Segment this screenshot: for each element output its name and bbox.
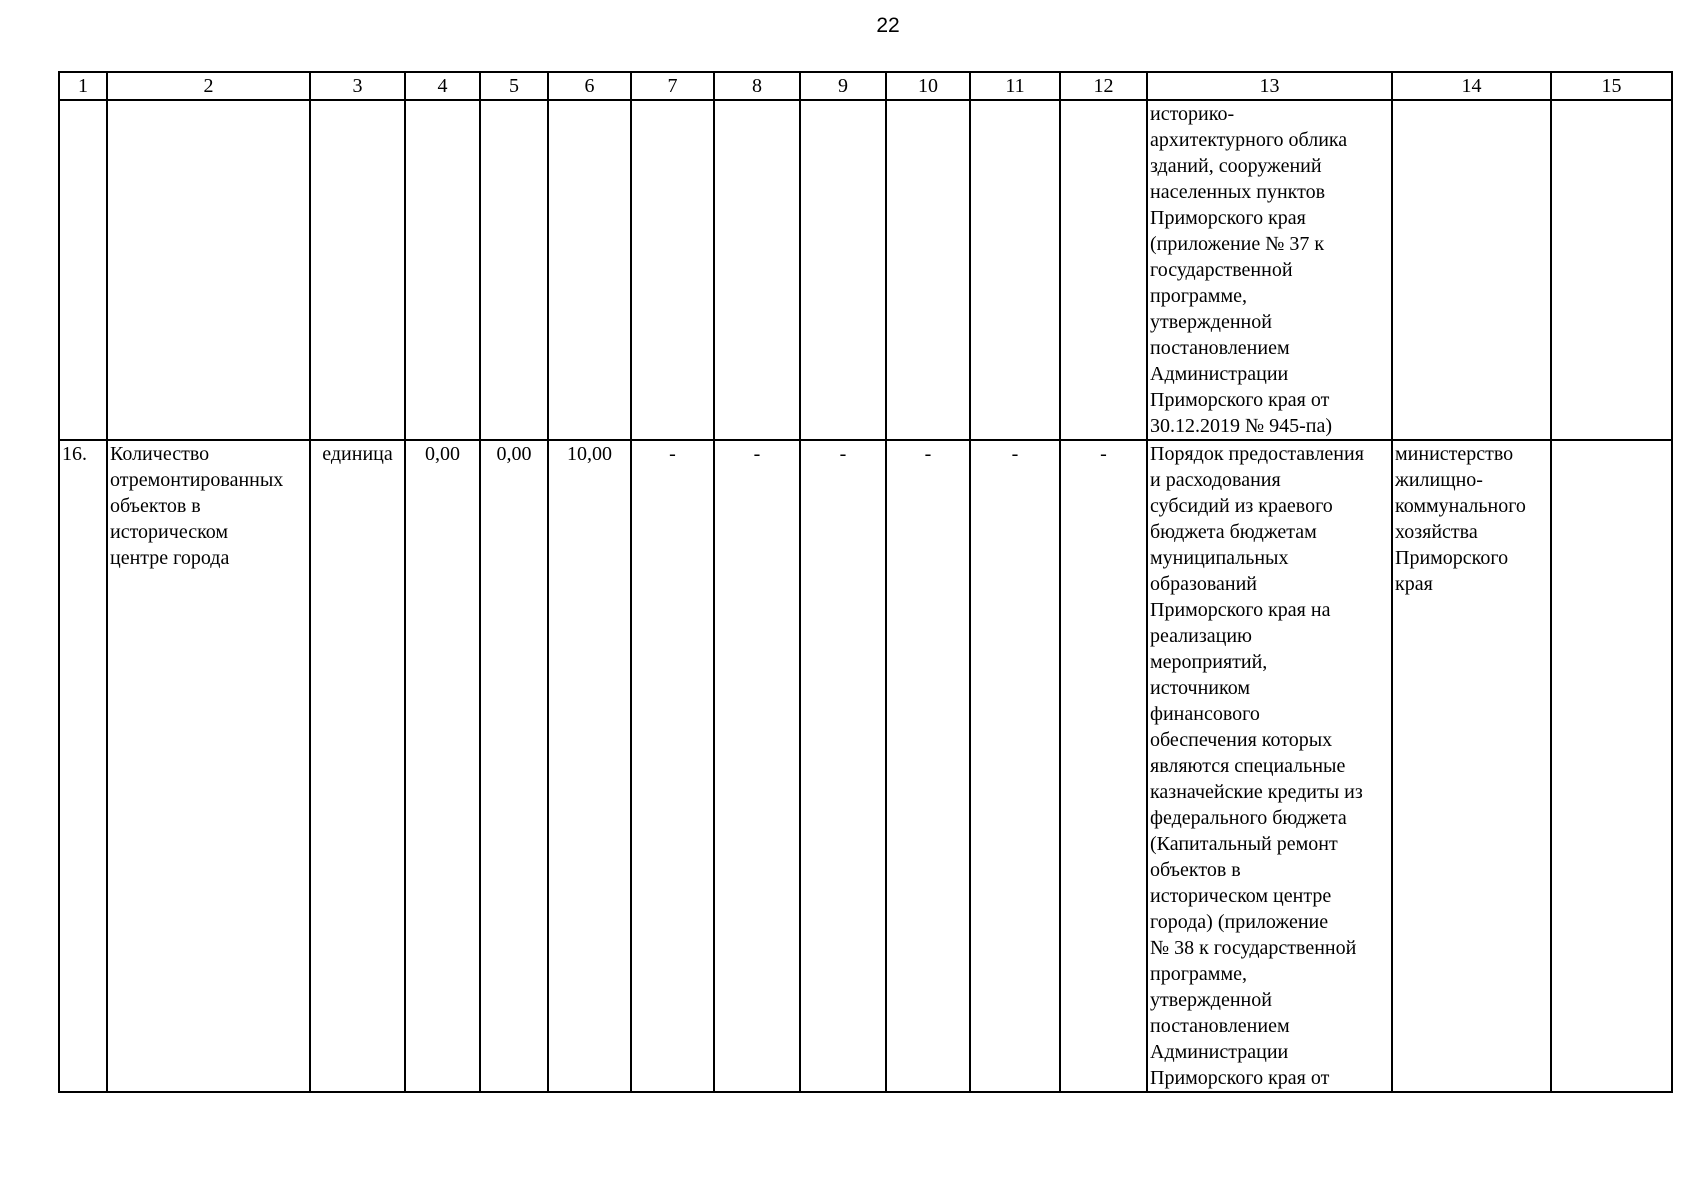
- table-cell: [107, 100, 310, 440]
- column-number-row: [59, 72, 1672, 100]
- column-header: 8: [714, 72, 800, 100]
- unit-cell: единица: [310, 440, 405, 1092]
- value-cell: 0,00: [480, 440, 548, 1092]
- table-cell: [714, 100, 800, 440]
- column-header: 14: [1392, 72, 1551, 100]
- column-header: 4: [405, 72, 480, 100]
- page-number: 22: [876, 14, 900, 37]
- table-cell: [1060, 100, 1147, 440]
- value-cell: 10,00: [548, 440, 631, 1092]
- value-cell: 0,00: [405, 440, 480, 1092]
- column-header: 12: [1060, 72, 1147, 100]
- row-number-cell: 16.: [59, 440, 107, 1092]
- table-cell: [1551, 440, 1672, 1092]
- indicator-name-cell: Количество отремонтированных объектов в историческом центре города: [107, 440, 310, 1092]
- legal-basis-cell: Порядок предоставления и расходования субсидий из краевого бюджета бюджетам муниципальных образований Приморского края на реализацию мероприятий, источником финансового обеспечения которых являются специальные казначейские кредиты из федерального бюджета (Капитальный ремонт объектов в историческом центре города) (приложение № 38 к государственной программе, утвержденной постановлением Администрации Приморского края от: [1147, 440, 1392, 1092]
- column-header: 11: [970, 72, 1060, 100]
- table-cell: [1392, 100, 1551, 440]
- value-cell: -: [800, 440, 886, 1092]
- table-cell: [480, 100, 548, 440]
- value-cell: -: [714, 440, 800, 1092]
- table-cell: [800, 100, 886, 440]
- value-cell: -: [970, 440, 1060, 1092]
- column-header: 7: [631, 72, 714, 100]
- column-header: 15: [1551, 72, 1672, 100]
- legal-basis-cell: историко- архитектурного облика зданий, сооружений населенных пунктов Приморского края (приложение № 37 к государственной программе, утвержденной постановлением Администрации Приморского края от 30.12.2019 № 945-па): [1147, 100, 1392, 440]
- table-cell: [1551, 100, 1672, 440]
- table-cell: [548, 100, 631, 440]
- column-header: 13: [1147, 72, 1392, 100]
- column-header: 9: [800, 72, 886, 100]
- value-cell: -: [1060, 440, 1147, 1092]
- table-row-continuation: [59, 100, 1672, 440]
- table-cell: [970, 100, 1060, 440]
- table-cell: [886, 100, 970, 440]
- table-row-16: [59, 440, 1672, 1092]
- table-cell: [405, 100, 480, 440]
- column-header: 2: [107, 72, 310, 100]
- value-cell: -: [631, 440, 714, 1092]
- table-cell: [59, 100, 107, 440]
- column-header: 3: [310, 72, 405, 100]
- table-cell: [631, 100, 714, 440]
- responsible-body-cell: министерство жилищно- коммунального хозяйства Приморского края: [1392, 440, 1551, 1092]
- column-header: 5: [480, 72, 548, 100]
- table-cell: [310, 100, 405, 440]
- column-header: 6: [548, 72, 631, 100]
- column-header: 1: [59, 72, 107, 100]
- value-cell: -: [886, 440, 970, 1092]
- indicators-table: [58, 71, 1673, 1093]
- column-header: 10: [886, 72, 970, 100]
